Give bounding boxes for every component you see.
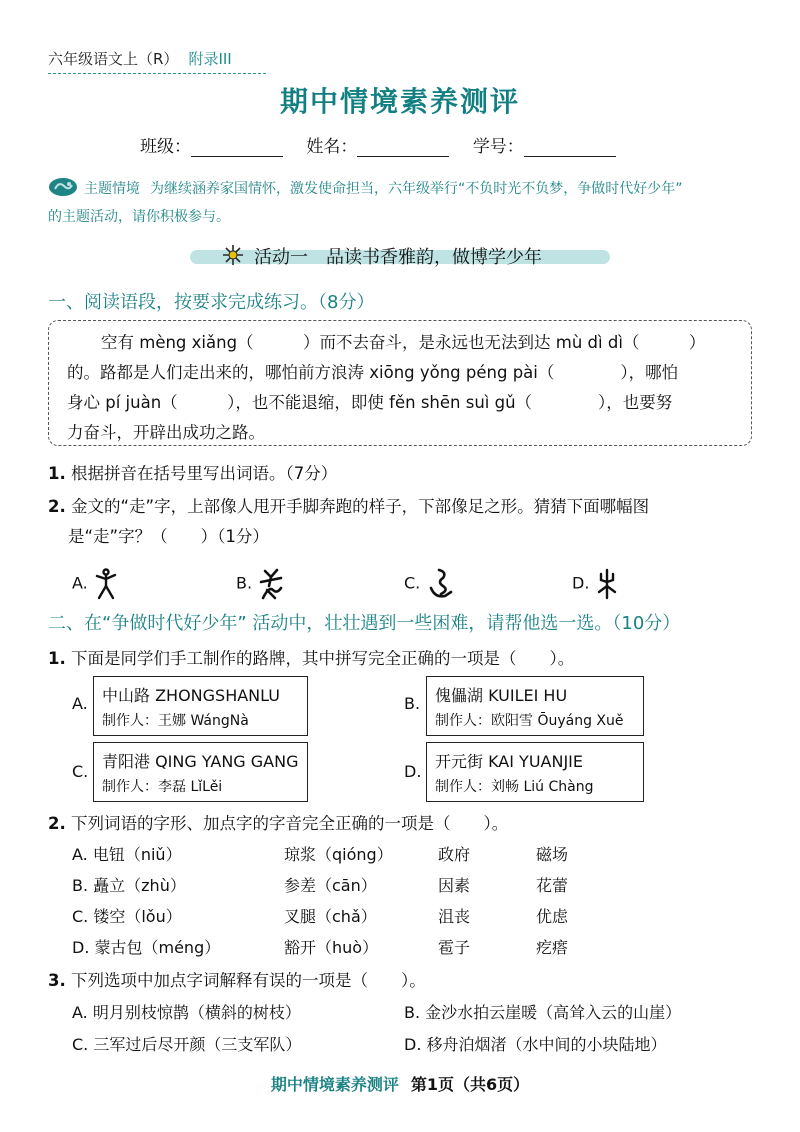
option-d[interactable]: D. xyxy=(572,568,619,600)
sign-b-name: 傀儡湖 KUILEI HU xyxy=(435,686,568,705)
road-sign-d[interactable] xyxy=(426,742,644,802)
q2-b-word-3: 因素 xyxy=(438,876,471,895)
question-1-2-continued: 是“走”字？（ ）（1分） xyxy=(68,527,269,546)
theme-label: 主题情境 xyxy=(84,181,140,197)
passage-box xyxy=(48,320,752,446)
footer-title: 期中情境素养测评 xyxy=(270,1075,399,1094)
q2-c-word-2: 叉腿（chǎ） xyxy=(284,907,377,926)
running-header xyxy=(48,48,232,69)
passage-line-2: 的。路都是人们走出来的，哪怕前方浪涛 xiōng yǒng péng pài（ ），哪怕 xyxy=(67,363,679,382)
bronze-char-b-icon xyxy=(257,568,285,600)
activity-title: 活动一 品读书香雅韵，做博学少年 xyxy=(254,247,542,268)
sign-a-name: 中山路 ZHONGSHANLU xyxy=(102,686,280,705)
passage-line-4: 力奋斗，开辟出成功之路。 xyxy=(67,423,265,442)
sign-c-letter[interactable]: C. xyxy=(72,762,89,781)
road-sign-a[interactable] xyxy=(93,676,308,736)
q2-a-word-2: 琼浆（qióng） xyxy=(284,845,393,864)
q2-a-word-3: 政府 xyxy=(438,845,471,864)
option-c[interactable]: C. xyxy=(404,568,453,600)
sign-d-letter[interactable]: D. xyxy=(404,762,422,781)
name-field[interactable]: 姓名： xyxy=(306,132,449,157)
q2-option-b[interactable]: B. 矗立（zhù） xyxy=(72,876,186,895)
q2-c-word-3: 沮丧 xyxy=(438,907,471,926)
student-info-fields xyxy=(140,132,634,157)
section-1-title: 一、阅读语段，按要求完成练习。（8分） xyxy=(48,292,375,313)
page-footer xyxy=(0,1072,800,1095)
name-blank[interactable] xyxy=(357,140,449,157)
theme-line-1: 为继续涵养家国情怀，激发使命担当，六年级举行“不负时光不负梦，争做时代好少年” xyxy=(150,181,683,197)
q2-d-word-2: 豁开（huò） xyxy=(284,938,379,957)
class-blank[interactable] xyxy=(191,140,283,157)
header-divider xyxy=(48,73,266,74)
theme-line-2: 的主题活动，请你积极参与。 xyxy=(48,209,230,225)
q2-b-word-2: 参差（cān） xyxy=(284,876,377,895)
option-b[interactable]: B. xyxy=(236,568,285,600)
passage-line-1: 空有 mèng xiǎng（ ）而不去奋斗，是永远也无法到达 mù dì dì（ ） xyxy=(101,333,706,352)
book-label: 六年级语文上（R） xyxy=(48,50,179,68)
sign-a-letter[interactable]: A. xyxy=(72,694,88,713)
q2-d-word-3: 雹子 xyxy=(438,938,471,957)
q3-option-c[interactable]: C. 三军过后尽开颜（三支军队） xyxy=(72,1035,302,1054)
student-number-field[interactable]: 学号： xyxy=(473,132,616,157)
road-sign-c[interactable] xyxy=(93,742,308,802)
question-2-2: 2. 下列词语的字形、加点字的字音完全正确的一项是（ ）。 xyxy=(48,814,509,833)
q2-b-word-4: 花蕾 xyxy=(536,876,569,895)
sign-d-name: 开元街 KAI YUANJIE xyxy=(435,752,583,771)
question-2-3: 3. 下列选项中加点字词解释有误的一项是（ ）。 xyxy=(48,971,426,990)
page-title: 期中情境素养测评 xyxy=(279,85,520,118)
class-field[interactable]: 班级： xyxy=(140,132,283,157)
theme-scroll-icon xyxy=(48,177,78,197)
q3-option-d[interactable]: D. 移舟泊烟渚（水中间的小块陆地） xyxy=(404,1035,667,1054)
question-2-1: 1. 下面是同学们手工制作的路牌，其中拼写完全正确的一项是（ ）。 xyxy=(48,649,575,668)
page-number: 第1页（共6页） xyxy=(410,1075,530,1094)
sign-b-maker: 制作人：欧阳雪 Ōuyáng Xuě xyxy=(435,713,624,729)
option-a[interactable]: A. xyxy=(72,568,119,600)
q2-c-word-4: 优虑 xyxy=(536,907,569,926)
road-sign-b[interactable] xyxy=(426,676,644,736)
q3-option-b[interactable]: B. 金沙水拍云崖暖（高耸入云的山崖） xyxy=(404,1003,682,1022)
q2-option-c[interactable]: C. 镂空（lǒu） xyxy=(72,907,182,926)
theme-intro xyxy=(84,178,760,200)
bronze-char-d-icon xyxy=(595,568,619,600)
question-1-1: 1. 根据拼音在括号里写出词语。（7分） xyxy=(48,464,338,483)
student-number-blank[interactable] xyxy=(524,140,616,157)
sign-d-maker: 制作人：刘畅 Liú Chàng xyxy=(435,779,594,795)
passage-line-3: 身心 pí juàn（ ），也不能退缩，即使 fěn shēn suì gǔ（ ），也要努 xyxy=(67,393,673,412)
bronze-char-a-icon xyxy=(93,568,119,600)
q2-d-word-4: 疙瘩 xyxy=(536,938,569,957)
q2-option-d[interactable]: D. 蒙古包（méng） xyxy=(72,938,221,957)
q2-option-a[interactable]: A. 电钮（niǔ） xyxy=(72,845,182,864)
activity-banner xyxy=(190,242,610,270)
question-1-2: 2. 金文的“走”字，上部像人甩开手脚奔跑的样子，下部像足之形。猜猜下面哪幅图 xyxy=(48,497,650,516)
bronze-char-c-icon xyxy=(425,568,453,600)
sparkle-icon xyxy=(222,244,244,266)
appendix-tag: 附录III xyxy=(188,50,232,68)
section-2-title: 二、在“争做时代好少年” 活动中，壮壮遇到一些困难，请帮他选一选。（10分） xyxy=(48,613,681,634)
sign-a-maker: 制作人：王娜 WángNà xyxy=(102,713,249,729)
sign-c-maker: 制作人：李磊 LǐLěi xyxy=(102,779,223,795)
q3-option-a[interactable]: A. 明月别枝惊鹊（横斜的树枝） xyxy=(72,1003,301,1022)
sign-c-name: 青阳港 QING YANG GANG xyxy=(102,752,299,771)
q2-a-word-4: 磁场 xyxy=(536,845,569,864)
sign-b-letter[interactable]: B. xyxy=(404,694,421,713)
